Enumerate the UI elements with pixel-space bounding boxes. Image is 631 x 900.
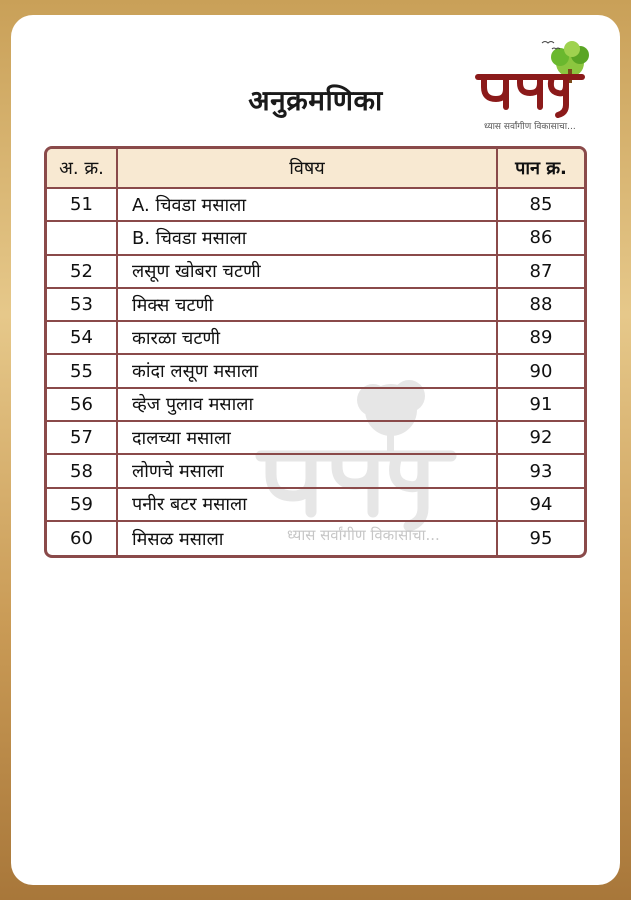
row-serial-no: 52	[47, 256, 118, 289]
table-row	[47, 455, 584, 488]
page	[11, 15, 620, 885]
row-serial-no: 58	[47, 455, 118, 488]
watermark-tagline: ध्यास सर्वांगीण विकासाचा...	[287, 526, 440, 544]
row-serial-no	[47, 222, 118, 255]
row-serial-no: 60	[47, 522, 118, 555]
row-serial-no: 55	[47, 355, 118, 388]
index-table	[44, 146, 587, 558]
header-subject: विषय	[118, 149, 498, 189]
row-page-no: 94	[498, 489, 584, 522]
row-subject: व्हेज पुलाव मसाला	[118, 389, 498, 422]
header-serial-no: अ. क्र.	[47, 149, 118, 189]
table-row	[47, 489, 584, 522]
row-serial-no: 53	[47, 289, 118, 322]
row-page-no: 86	[498, 222, 584, 255]
row-serial-no: 56	[47, 389, 118, 422]
logo-tagline: ध्यास सर्वांगीण विकासाचा...	[484, 122, 576, 132]
row-page-no: 92	[498, 422, 584, 455]
table-row	[47, 289, 584, 322]
table-row	[47, 522, 584, 555]
row-page-no: 87	[498, 256, 584, 289]
row-subject: पनीर बटर मसाला	[118, 489, 498, 522]
row-page-no: 85	[498, 189, 584, 222]
row-page-no: 89	[498, 322, 584, 355]
row-page-no: 90	[498, 355, 584, 388]
row-subject: मिक्स चटणी	[118, 289, 498, 322]
row-subject: कारळा चटणी	[118, 322, 498, 355]
row-page-no: 91	[498, 389, 584, 422]
row-subject: कांदा लसूण मसाला	[118, 355, 498, 388]
row-serial-no: 51	[47, 189, 118, 222]
table-row	[47, 355, 584, 388]
header-page-no: पान क्र.	[498, 149, 584, 189]
table-row	[47, 389, 584, 422]
row-subject: A. चिवडा मसाला	[118, 189, 498, 222]
row-subject: दालच्या मसाला	[118, 422, 498, 455]
row-subject: B. चिवडा मसाला	[118, 222, 498, 255]
table-row	[47, 422, 584, 455]
row-subject: लसूण खोबरा चटणी	[118, 256, 498, 289]
page-title: अनुक्रमणिका	[248, 84, 383, 117]
table-row	[47, 189, 584, 222]
table-row	[47, 222, 584, 255]
table-row	[47, 322, 584, 355]
row-serial-no: 59	[47, 489, 118, 522]
row-serial-no: 54	[47, 322, 118, 355]
row-serial-no: 57	[47, 422, 118, 455]
row-subject: मिसळ मसाला	[118, 522, 498, 555]
table-row	[47, 256, 584, 289]
row-page-no: 88	[498, 289, 584, 322]
row-subject: लोणचे मसाला	[118, 455, 498, 488]
row-page-no: 93	[498, 455, 584, 488]
table-header-row	[47, 149, 584, 189]
row-page-no: 95	[529, 528, 553, 550]
